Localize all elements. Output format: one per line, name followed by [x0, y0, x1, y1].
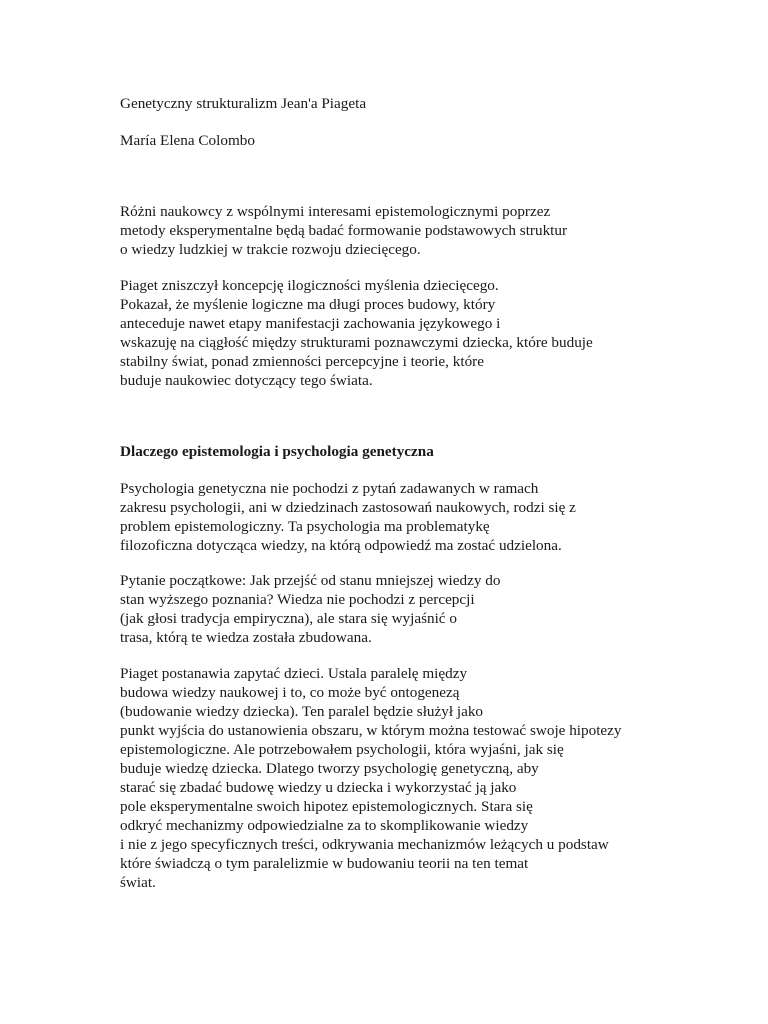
- paragraph-4-line: (jak głosi tradycja empiryczna), ale stara się wyjaśnić o: [120, 610, 457, 627]
- paragraph-5-line: buduje wiedzę dziecka. Dlatego tworzy psychologię genetyczną, aby: [120, 760, 539, 777]
- paragraph-5-line: świat.: [120, 874, 156, 891]
- paragraph-5-line: odkryć mechanizmy odpowiedzialne za to skomplikowanie wiedzy: [120, 817, 529, 834]
- paragraph-5-line: budowa wiedzy naukowej i to, co może być ontogenezą: [120, 684, 460, 701]
- paragraph-5-line: pole eksperymentalne swoich hipotez epistemologicznych. Stara się: [120, 798, 533, 815]
- paragraph-2-line: stabilny świat, ponad zmienności percepcyjne i teorie, które: [120, 353, 484, 370]
- paragraph-2-line: Piaget zniszczył koncepcję ilogiczności myślenia dziecięcego.: [120, 277, 499, 294]
- paragraph-3-line: zakresu psychologii, ani w dziedzinach zastosowań naukowych, rodzi się z: [120, 499, 576, 516]
- document-title: Genetyczny strukturalizm Jean'a Piageta: [120, 95, 367, 112]
- paragraph-5-line: punkt wyjścia do ustanowienia obszaru, w którym można testować swoje hipotezy: [120, 722, 622, 739]
- paragraph-2-line: wskazuję na ciągłość między strukturami poznawczymi dziecka, które buduje: [120, 334, 593, 351]
- paragraph-2-line: anteceduje nawet etapy manifestacji zachowania językowego i: [120, 315, 501, 332]
- document-author: María Elena Colombo: [120, 132, 255, 149]
- paragraph-4-line: Pytanie początkowe: Jak przejść od stanu mniejszej wiedzy do: [120, 572, 501, 589]
- paragraph-5-line: i nie z jego specyficznych treści, odkrywania mechanizmów leżących u podstaw: [120, 836, 609, 853]
- paragraph-3-line: filozoficzna dotycząca wiedzy, na którą odpowiedź ma zostać udzielona.: [120, 537, 562, 554]
- paragraph-4-line: stan wyższego poznania? Wiedza nie pochodzi z percepcji: [120, 591, 475, 608]
- paragraph-2-line: buduje naukowiec dotyczący tego świata.: [120, 372, 373, 389]
- paragraph-5-line: starać się zbadać budowę wiedzy u dziecka i wykorzystać ją jako: [120, 779, 517, 796]
- paragraph-3-line: Psychologia genetyczna nie pochodzi z pytań zadawanych w ramach: [120, 480, 539, 497]
- section-heading: Dlaczego epistemologia i psychologia genetyczna: [120, 443, 434, 460]
- paragraph-1-line: o wiedzy ludzkiej w trakcie rozwoju dziecięcego.: [120, 241, 421, 258]
- paragraph-5-line: epistemologiczne. Ale potrzebowałem psychologii, która wyjaśni, jak się: [120, 741, 564, 758]
- paragraph-5-line: Piaget postanawia zapytać dzieci. Ustala paralelę między: [120, 665, 468, 682]
- paragraph-5-line: które świadczą o tym paralelizmie w budowaniu teorii na ten temat: [120, 855, 529, 872]
- paragraph-2-line: Pokazał, że myślenie logiczne ma długi proces budowy, który: [120, 296, 496, 313]
- paragraph-5-line: (budowanie wiedzy dziecka). Ten paralel będzie służył jako: [120, 703, 484, 720]
- paragraph-3-line: problem epistemologiczny. Ta psychologia ma problematykę: [120, 518, 490, 535]
- paragraph-1-line: Różni naukowcy z wspólnymi interesami epistemologicznymi poprzez: [120, 203, 551, 220]
- paragraph-4-line: trasa, którą te wiedza została zbudowana.: [120, 629, 372, 646]
- paragraph-1-line: metody eksperymentalne będą badać formowanie podstawowych struktur: [120, 222, 568, 239]
